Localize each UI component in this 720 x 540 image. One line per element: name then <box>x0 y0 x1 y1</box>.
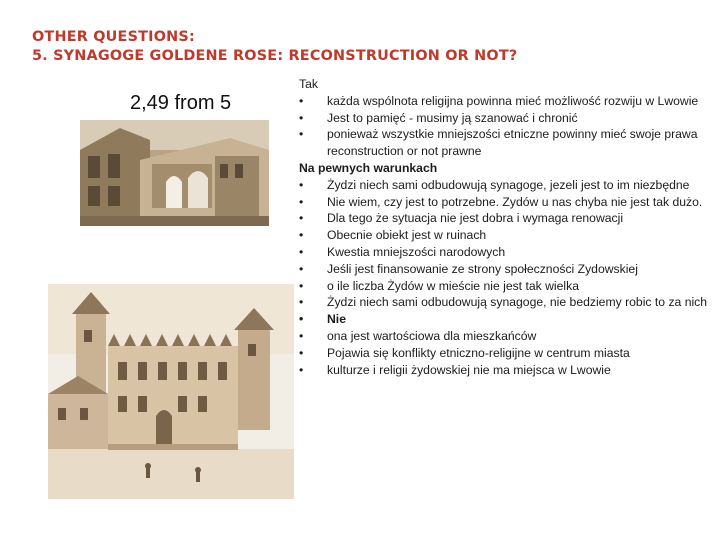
nie-item-text: ona jest wartościowa dla mieszkańców <box>327 328 537 343</box>
warunki-item <box>299 294 720 311</box>
nie-heading: Nie <box>327 312 346 327</box>
bullet-icon: • <box>299 261 304 276</box>
bullet-icon: • <box>299 362 304 377</box>
tak-item-text: Jest to pamięć - musimy ją szanować i chronić <box>327 110 578 125</box>
warunki-item-text: Nie wiem, czy jest to potrzebne. Zydów u nas chyba nie jest tak dużo. <box>327 194 703 209</box>
bullet-icon: • <box>299 244 304 259</box>
tak-item <box>299 110 720 127</box>
warunki-item-text: Dla tego że sytuacja nie jest dobra i wymaga renowacji <box>327 211 624 226</box>
warunki-item <box>299 194 720 211</box>
nie-item-text: Pojawia się konflikty etniczno-religijne w centrum miasta <box>327 345 630 360</box>
warunki-item-text: o ile liczba Żydów w mieście nie jest tak wielka <box>327 278 579 293</box>
nie-item-text: kulturze i religii żydowskiej nie ma miejsca w Lwowie <box>327 362 611 377</box>
bullet-icon: • <box>299 127 304 142</box>
warunki-item <box>299 278 720 295</box>
warunki-item-text: Jeśli jest finansowanie ze strony społeczności Zydowskiej <box>327 261 638 276</box>
bullet-icon: • <box>299 278 304 293</box>
bullet-icon: • <box>299 328 304 343</box>
nie-item <box>299 362 720 379</box>
bullet-icon: • <box>299 211 304 226</box>
tak-item <box>299 93 720 110</box>
nie-heading-item <box>299 311 720 328</box>
warunki-item <box>299 227 720 244</box>
bullet-icon: • <box>299 295 304 310</box>
nie-item <box>299 328 720 345</box>
warunki-item <box>299 177 720 194</box>
synagogue-ruins-image <box>80 120 269 226</box>
rating-score: 2,49 from 5 <box>130 92 232 114</box>
warunki-item-text: Kwestia mniejszości narodowych <box>327 244 506 259</box>
slide-title <box>32 28 692 66</box>
slide-title-line-2: 5. SYNAGOGE GOLDENE ROSE: RECONSTRUCTION OR NOT? <box>32 48 518 64</box>
tak-item-text: każda wspólnota religijna powinna mieć możliwość rozwiju w Lwowie <box>327 93 699 108</box>
synagogue-historic-drawing <box>48 284 294 499</box>
synagogue-drawing-image <box>48 284 294 499</box>
warunki-heading: Na pewnych warunkach <box>299 160 438 175</box>
slide-title-line-1: OTHER QUESTIONS: <box>32 29 195 45</box>
bullet-icon: • <box>299 194 304 209</box>
warunki-item-text: Żydzi niech sami odbudowują synagoge, nie bedziemy robic to za nich <box>327 295 708 310</box>
bullet-icon: • <box>299 228 304 243</box>
warunki-item-text: Żydzi niech sami odbudowują synagoge, jezeli jest to im niezbędne <box>327 177 690 192</box>
tak-item-text: ponieważ wszystkie mniejszości etniczne powinny mieć swoje prawa reconstruction or not prawne <box>327 127 698 159</box>
warunki-item <box>299 261 720 278</box>
responses-list <box>299 76 720 378</box>
tak-heading: Tak <box>299 77 318 91</box>
tak-item <box>299 126 720 160</box>
warunki-item <box>299 244 720 261</box>
bullet-icon: • <box>299 93 304 108</box>
bullet-icon: • <box>299 312 304 327</box>
warunki-item <box>299 210 720 227</box>
nie-item <box>299 345 720 362</box>
bullet-icon: • <box>299 345 304 360</box>
bullet-icon: • <box>299 110 304 125</box>
bullet-icon: • <box>299 177 304 192</box>
synagogue-ruins-photo <box>80 120 269 226</box>
warunki-item-text: Obecnie obiekt jest w ruinach <box>327 228 487 243</box>
